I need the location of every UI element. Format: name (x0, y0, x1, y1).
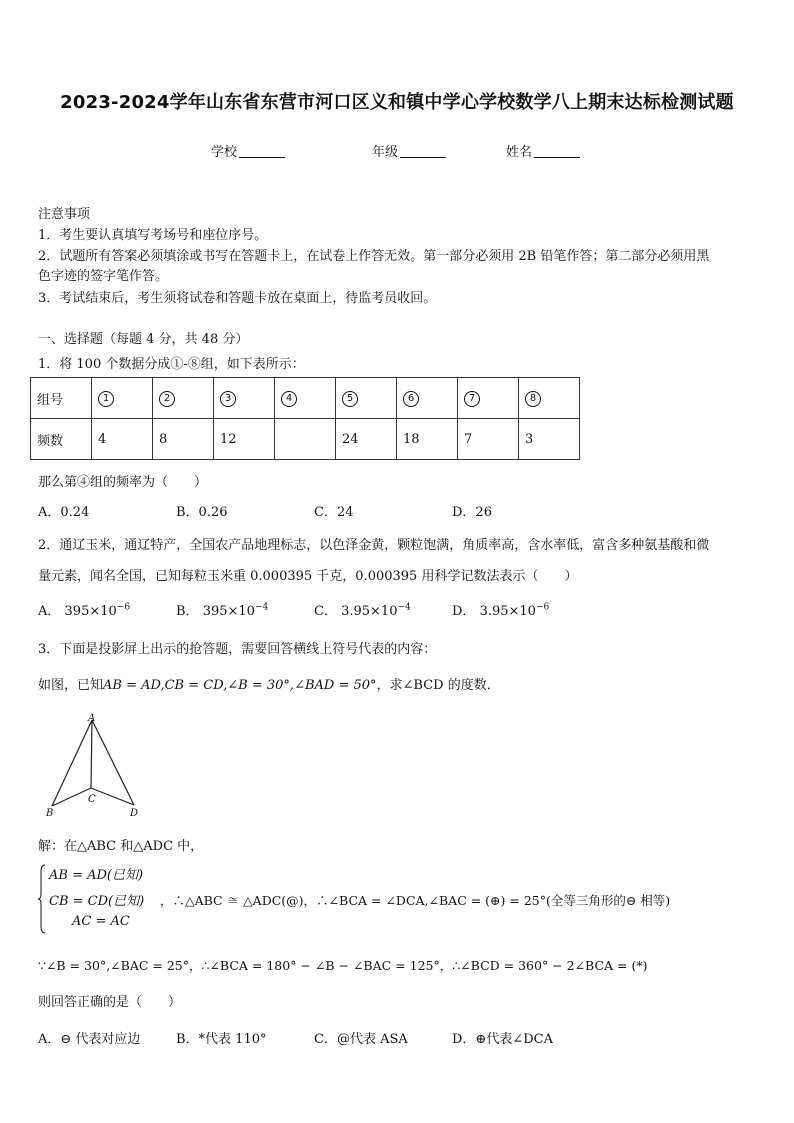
table-cell: 1 (92, 378, 153, 419)
section-heading: 一、选择题（每题 4 分，共 48 分） (38, 332, 249, 347)
table-cell: 5 (336, 378, 397, 419)
edge-bc (52, 788, 91, 806)
q2-option-c[interactable]: C． $3.95\times 10^{-4}$ (314, 602, 411, 619)
table-cell: 4 (275, 378, 336, 419)
q1-option-a[interactable]: A．0.24 (38, 505, 90, 520)
q3-solution-line1: ，∴△ABC ≅ △ADC(@)，∴∠BCA = ∠DCA,∠BAC = (⊕) = 25°(全等三角形的⊖ 相等) (160, 893, 671, 908)
name-blank (534, 145, 580, 158)
table-cell: 3 (519, 419, 580, 460)
q2-option-a[interactable]: A． $395\times 10^{-6}$ (38, 602, 131, 619)
table-cell: 6 (397, 378, 458, 419)
triangle-figure (40, 710, 150, 822)
table-cell (275, 419, 336, 460)
school-field (211, 141, 285, 160)
note-item: 色字迹的签字笔作答。 (38, 269, 169, 284)
q2-stem-line2: 量元素，闻名全国，已知每粒玉米重 0.000395 千克，0.000395 用科学记数法表示（ ） (38, 569, 578, 584)
table-cell: 8 (519, 378, 580, 419)
edge-cd (91, 788, 134, 805)
table-row (31, 378, 580, 419)
table-cell: 3 (214, 378, 275, 419)
note-item: 3．考试结束后，考生须将试卷和答题卡放在桌面上，待监考员收回。 (38, 291, 437, 306)
q1-option-c[interactable]: C．24 (314, 505, 354, 520)
grade-blank (400, 145, 446, 158)
table-cell: 4 (92, 419, 153, 460)
q2-option-d[interactable]: D． $3.95\times 10^{-6}$ (452, 602, 550, 619)
note-item: 1．考生要认真填写考场号和座位序号。 (38, 228, 268, 243)
grade-label: 年级 (372, 145, 399, 160)
table-cell: 2 (153, 378, 214, 419)
frequency-table (30, 377, 580, 460)
notes-heading: 注意事项 (38, 207, 91, 222)
vertex-label-b: B (46, 808, 54, 819)
name-label: 姓名 (506, 145, 533, 160)
q3-given: 如图，已知AB = AD,CB = CD,∠B = 30°,∠BAD = 50°，求∠BCD 的度数． (38, 678, 500, 693)
q1-question: 那么第④组的频率为（ ） (38, 475, 208, 490)
school-label: 学校 (211, 145, 238, 160)
q3-option-d[interactable]: D．⊕代表∠DCA (452, 1032, 553, 1047)
edge-ad (92, 720, 134, 805)
system-eq-3: AC = AC (72, 914, 130, 929)
table-row (31, 419, 580, 460)
school-blank (239, 145, 285, 158)
table-header-cell: 组号 (31, 378, 92, 419)
q3-option-b[interactable]: B．*代表 110° (176, 1032, 267, 1047)
vertex-label-d: D (130, 808, 139, 819)
exam-title: 2023-2024学年山东省东营市河口区义和镇中学心学校数学八上期末达标检测试题 (60, 92, 734, 113)
table-cell: 8 (153, 419, 214, 460)
edge-ab (52, 720, 92, 806)
q2-stem-line1: 2．通辽玉米，通辽特产，全国农产品地理标志，以色泽金黄，颗粒饱满，角质率高，含水率低，富含多种氨基酸和微 (38, 538, 710, 553)
table-cell: 18 (397, 419, 458, 460)
q3-question: 则回答正确的是（ ） (38, 995, 182, 1010)
q3-option-a[interactable]: A．⊖ 代表对应边 (38, 1032, 141, 1047)
q3-solution-line2: ∵∠B = 30°,∠BAC = 25°，∴∠BCA = 180° − ∠B − ∠BAC = 125°，∴∠BCD = 360° − 2∠BCA = (*) (38, 958, 648, 973)
q1-option-d[interactable]: D．26 (452, 505, 492, 520)
q2-option-b[interactable]: B． $395\times 10^{-4}$ (176, 602, 269, 619)
q1-stem: 1．将 100 个数据分成①-⑧组，如下表所示： (38, 357, 305, 372)
name-field (506, 141, 580, 160)
system-brace (38, 864, 46, 934)
note-item: 2．试题所有答案必须填涂或书写在答题卡上，在试卷上作答无效。第一部分必须用 2B 铅笔作答；第二部分必须用黑 (38, 249, 710, 264)
q3-solution-intro: 解：在△ABC 和△ADC 中， (38, 839, 204, 854)
table-cell: 24 (336, 419, 397, 460)
table-cell: 7 (458, 378, 519, 419)
vertex-label-a: A (88, 713, 96, 724)
system-eq-2: CB = CD(已知) (49, 894, 145, 909)
table-cell: 12 (214, 419, 275, 460)
q1-option-b[interactable]: B．0.26 (176, 505, 228, 520)
edge-ac (91, 720, 92, 788)
table-header-cell: 频数 (31, 419, 92, 460)
vertex-label-c: C (88, 794, 96, 805)
q3-stem: 3．下面是投影屏上出示的抢答题，需要回答横线上符号代表的内容： (38, 642, 437, 657)
grade-field (372, 141, 446, 160)
system-eq-1: AB = AD(已知) (49, 868, 144, 883)
table-cell: 7 (458, 419, 519, 460)
q3-option-c[interactable]: C．@代表 ASA (314, 1032, 408, 1047)
